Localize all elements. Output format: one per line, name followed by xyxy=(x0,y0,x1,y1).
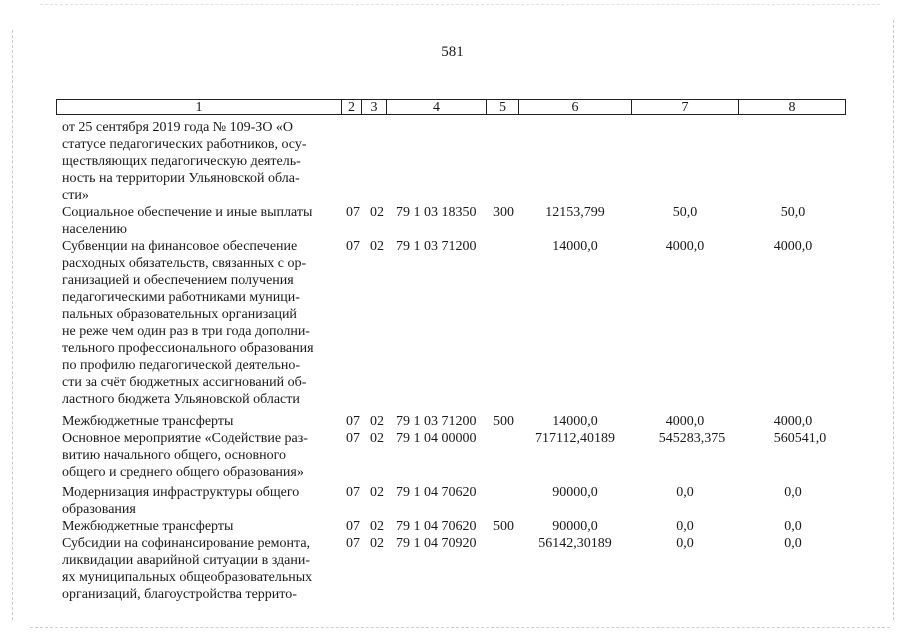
row-name-line: ластного бюджета Ульяновской области xyxy=(62,392,300,407)
row-name-line: расходных обязательств, связанных с ор- xyxy=(62,256,307,271)
row-name-line: по профилю педагогической деятельно- xyxy=(62,358,301,373)
amount-col-7: 0,0 xyxy=(676,519,694,534)
row-name-line: статусе педагогических работников, осу- xyxy=(62,137,307,152)
header-col-3: 3 xyxy=(361,99,387,115)
target-article-code: 79 1 03 18350 xyxy=(396,205,477,220)
podrazdel-code: 02 xyxy=(370,431,384,446)
row-name-line: Субсидии на софинансирование ремонта, xyxy=(62,536,311,551)
expense-type-code: 500 xyxy=(493,519,514,534)
header-col-1: 1 xyxy=(56,99,342,115)
row-name-line: тельного профессионального образования xyxy=(62,341,314,356)
amount-col-6: 14000,0 xyxy=(552,239,598,254)
row-name-line: общего и среднего общего образования» xyxy=(62,465,304,480)
row-name-line: ганизацией и обеспечением получения xyxy=(62,273,294,288)
razdel-code: 07 xyxy=(346,519,360,534)
target-article-code: 79 1 04 70620 xyxy=(396,519,477,534)
amount-col-7: 0,0 xyxy=(676,536,694,551)
amount-col-8: 560541,0 xyxy=(773,431,827,446)
row-name-line: организаций, благоустройства террито- xyxy=(62,587,297,602)
row-name-line: ликвидации аварийной ситуации в здани- xyxy=(62,553,311,568)
header-col-7: 7 xyxy=(631,99,739,115)
row-name-line: педагогическими работниками муници- xyxy=(62,290,300,305)
row-name-line: от 25 сентября 2019 года № 109-ЗО «О xyxy=(62,120,294,135)
amount-col-8: 0,0 xyxy=(784,485,802,500)
scan-edge-bottom xyxy=(30,627,890,628)
amount-col-6: 12153,799 xyxy=(545,205,605,220)
header-col-2: 2 xyxy=(341,99,362,115)
row-name xyxy=(62,484,334,518)
podrazdel-code: 02 xyxy=(370,536,384,551)
amount-col-8: 4000,0 xyxy=(773,414,813,429)
target-article-code: 79 1 04 70920 xyxy=(396,536,477,551)
header-col-8: 8 xyxy=(738,99,846,115)
row-name-line: ях муниципальных общеобразовательных xyxy=(62,570,313,585)
podrazdel-code: 02 xyxy=(370,519,384,534)
target-article-code: 79 1 03 71200 xyxy=(396,414,477,429)
podrazdel-code: 02 xyxy=(370,414,384,429)
podrazdel-code: 02 xyxy=(370,485,384,500)
row-name-line: сти за счёт бюджетных ассигнований об- xyxy=(62,375,307,390)
expense-type-code: 300 xyxy=(493,205,514,220)
scan-edge-left xyxy=(12,30,13,620)
row-name-line: ществляющих педагогическую деятель- xyxy=(62,154,301,169)
page-number: 581 xyxy=(441,44,464,60)
expense-type-code: 500 xyxy=(493,414,514,429)
amount-col-6: 90000,0 xyxy=(552,519,598,534)
amount-col-8: 0,0 xyxy=(784,519,802,534)
row-name-line: населению xyxy=(62,222,127,237)
row-name xyxy=(62,204,334,238)
amount-col-6: 14000,0 xyxy=(552,414,598,429)
row-name-line: витию начального общего, основного xyxy=(62,448,287,463)
row-name-line: ность на территории Ульяновской обла- xyxy=(62,171,300,186)
razdel-code: 07 xyxy=(346,414,360,429)
amount-col-7: 545283,375 xyxy=(658,431,726,446)
scan-edge-right xyxy=(893,20,894,620)
row-name-line: Субвенции на финансовое обеспечение xyxy=(62,239,298,254)
row-name xyxy=(62,518,334,535)
row-name-line: Межбюджетные трансферты xyxy=(62,519,234,534)
amount-col-7: 50,0 xyxy=(672,205,698,220)
row-name xyxy=(62,119,334,204)
razdel-code: 07 xyxy=(346,485,360,500)
row-name-line: Основное мероприятие «Содействие раз- xyxy=(62,431,308,446)
header-col-4: 4 xyxy=(386,99,487,115)
amount-col-6: 717112,40189 xyxy=(535,431,615,446)
amount-col-8: 50,0 xyxy=(780,205,806,220)
row-name-line: сти» xyxy=(62,188,89,203)
target-article-code: 79 1 03 71200 xyxy=(396,239,477,254)
razdel-code: 07 xyxy=(346,536,360,551)
razdel-code: 07 xyxy=(346,239,360,254)
row-name-line: Социальное обеспечение и иные выплаты xyxy=(62,205,313,220)
row-name-line: Модернизация инфраструктуры общего xyxy=(62,485,300,500)
razdel-code: 07 xyxy=(346,431,360,446)
row-name xyxy=(62,238,334,408)
row-name-line: Межбюджетные трансферты xyxy=(62,414,234,429)
row-name xyxy=(62,413,334,430)
podrazdel-code: 02 xyxy=(370,239,384,254)
podrazdel-code: 02 xyxy=(370,205,384,220)
amount-col-6: 90000,0 xyxy=(552,485,598,500)
row-name-line: пальных образовательных организаций xyxy=(62,307,297,322)
razdel-code: 07 xyxy=(346,205,360,220)
row-name xyxy=(62,535,334,603)
row-name xyxy=(62,430,334,481)
scan-edge-top xyxy=(40,4,880,5)
amount-col-8: 0,0 xyxy=(784,536,802,551)
amount-col-7: 4000,0 xyxy=(665,414,705,429)
header-col-5: 5 xyxy=(486,99,519,115)
amount-col-6: 56142,30189 xyxy=(538,536,612,551)
amount-col-8: 4000,0 xyxy=(773,239,813,254)
target-article-code: 79 1 04 70620 xyxy=(396,485,477,500)
amount-col-7: 0,0 xyxy=(676,485,694,500)
header-col-6: 6 xyxy=(518,99,632,115)
amount-col-7: 4000,0 xyxy=(665,239,705,254)
row-name-line: не реже чем один раз в три года дополни- xyxy=(62,324,310,339)
row-name-line: образования xyxy=(62,502,136,517)
target-article-code: 79 1 04 00000 xyxy=(396,431,477,446)
